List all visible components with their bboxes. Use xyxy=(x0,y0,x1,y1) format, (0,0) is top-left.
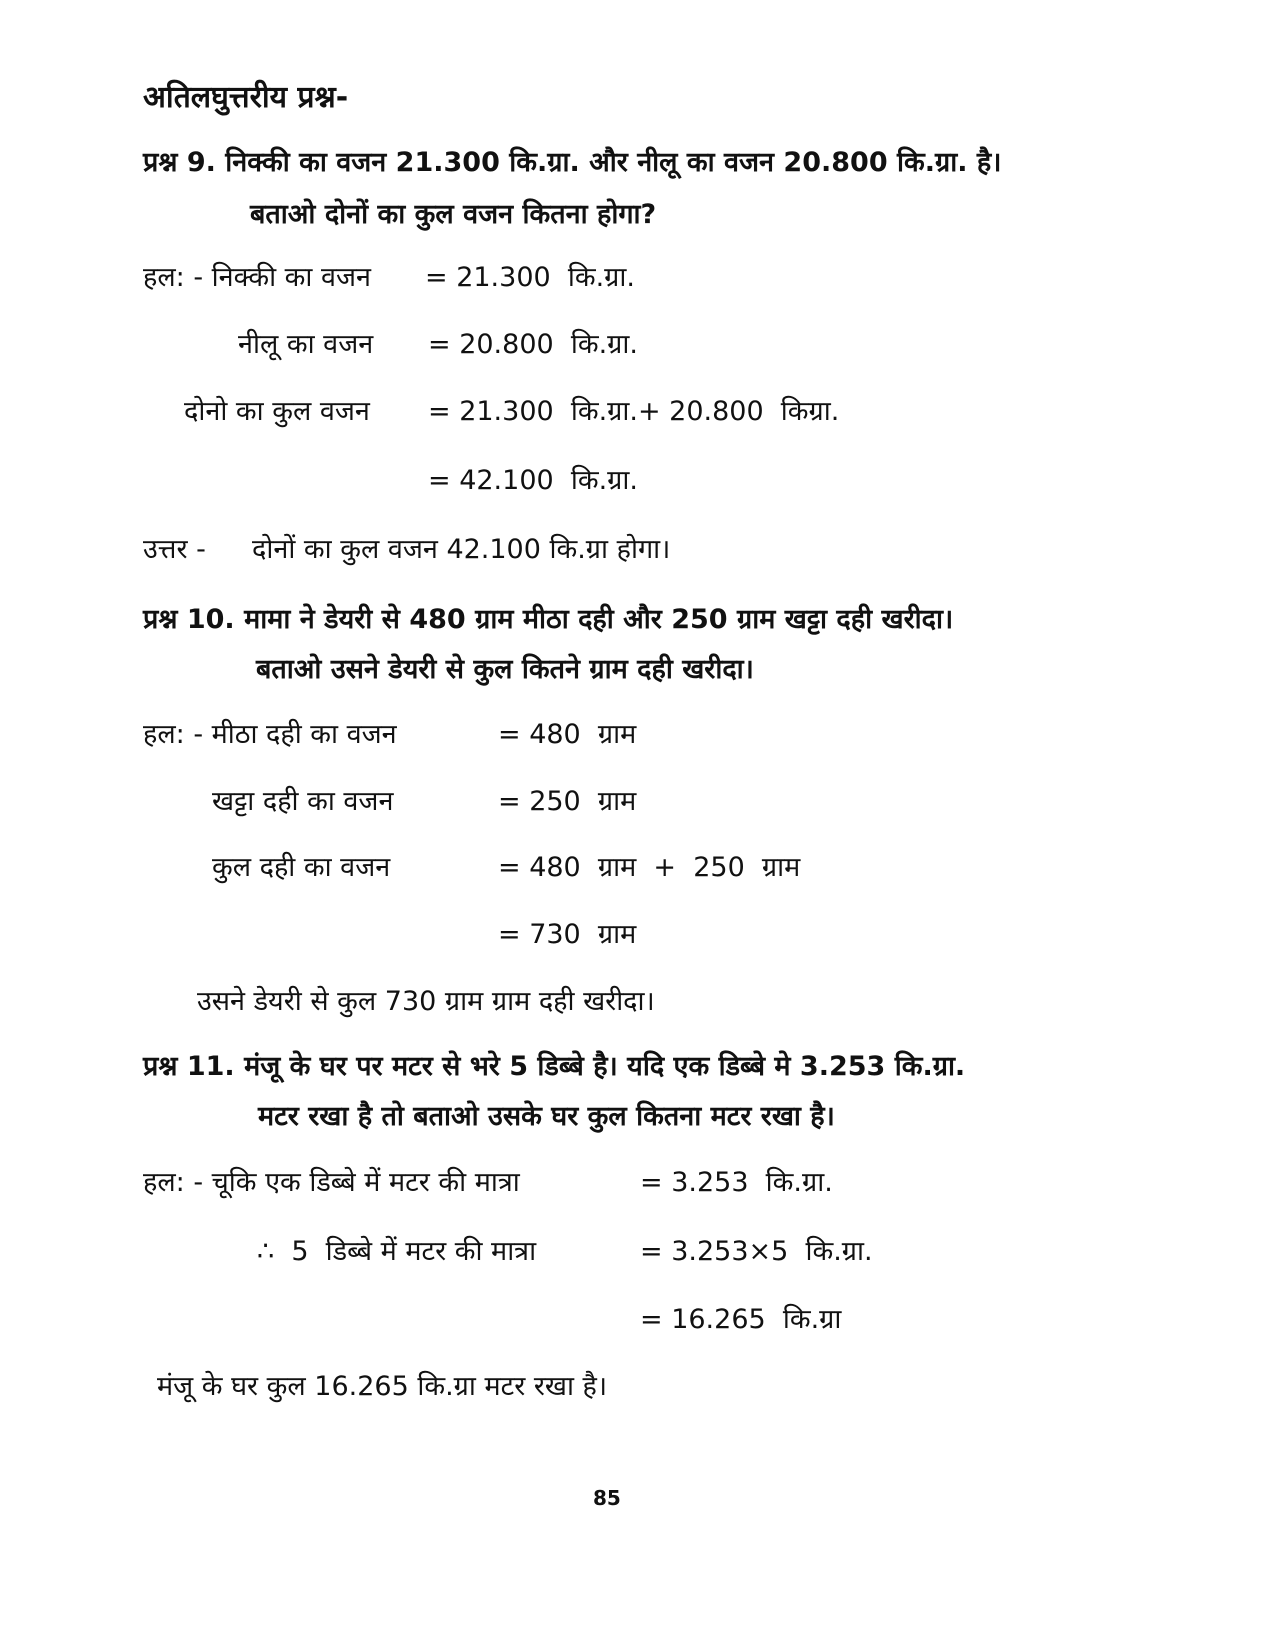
q11-answer-text: मंजू के घर कुल 16.265 कि.ग्रा मटर रखा है। xyxy=(157,1371,608,1402)
q10-solution-label-2: खट्टा दही का वजन xyxy=(212,786,394,817)
q10-solution-value-4: = 730 ग्राम xyxy=(498,919,637,950)
q9-solution-value-4: = 42.100 कि.ग्रा. xyxy=(428,465,638,496)
q11-solution-label-2: ∴ 5 डिब्बे में मटर की मात्रा xyxy=(257,1236,537,1267)
q9-question-line2: बताओ दोनों का कुल वजन कितना होगा? xyxy=(250,199,657,230)
q10-solution-value-3: = 480 ग्राम + 250 ग्राम xyxy=(498,852,801,883)
q11-solution-value-1: = 3.253 कि.ग्रा. xyxy=(640,1167,833,1198)
q9-question-line1: प्रश्न 9. निक्की का वजन 21.300 कि.ग्रा. और नीलू का वजन 20.800 कि.ग्रा. है। xyxy=(143,147,1002,178)
q9-solution-label-3: दोनो का कुल वजन xyxy=(184,396,370,427)
section-heading: अतिलघुत्तरीय प्रश्न- xyxy=(143,80,349,115)
q11-question-line1: प्रश्न 11. मंजू के घर पर मटर से भरे 5 डिब्बे है। यदि एक डिब्बे मे 3.253 कि.ग्रा. xyxy=(143,1051,966,1082)
q10-solution-label-3: कुल दही का वजन xyxy=(212,852,391,883)
q9-solution-value-2: = 20.800 कि.ग्रा. xyxy=(428,329,638,360)
q10-solution-value-2: = 250 ग्राम xyxy=(498,786,637,817)
q11-question-line2: मटर रखा है तो बताओ उसके घर कुल कितना मटर रखा है। xyxy=(258,1101,835,1132)
q10-question-line2: बताओ उसने डेयरी से कुल कितने ग्राम दही खरीदा। xyxy=(256,654,754,685)
q11-solution-value-3: = 16.265 कि.ग्रा xyxy=(640,1304,842,1335)
q10-question-line1: प्रश्न 10. मामा ने डेयरी से 480 ग्राम मीठा दही और 250 ग्राम खट्टा दही खरीदा। xyxy=(143,604,954,635)
q10-answer-text: उसने डेयरी से कुल 730 ग्राम ग्राम दही खरीदा। xyxy=(197,986,655,1017)
q9-answer-text: दोनों का कुल वजन 42.100 कि.ग्रा होगा। xyxy=(252,534,671,565)
q9-solution-label-2: नीलू का वजन xyxy=(238,329,374,360)
q9-solution-label-1: हल: - निक्की का वजन xyxy=(143,262,371,293)
q9-solution-value-1: = 21.300 कि.ग्रा. xyxy=(425,262,635,293)
q9-solution-value-3: = 21.300 कि.ग्रा.+ 20.800 किग्रा. xyxy=(428,396,840,427)
q10-solution-label-1: हल: - मीठा दही का वजन xyxy=(143,719,397,750)
q9-answer-label: उत्तर - xyxy=(143,534,206,565)
page-number: 85 xyxy=(593,1486,621,1510)
q11-solution-value-2: = 3.253×5 कि.ग्रा. xyxy=(640,1236,873,1267)
q11-solution-label-1: हल: - चूकि एक डिब्बे में मटर की मात्रा xyxy=(143,1167,520,1198)
q10-solution-value-1: = 480 ग्राम xyxy=(498,719,637,750)
